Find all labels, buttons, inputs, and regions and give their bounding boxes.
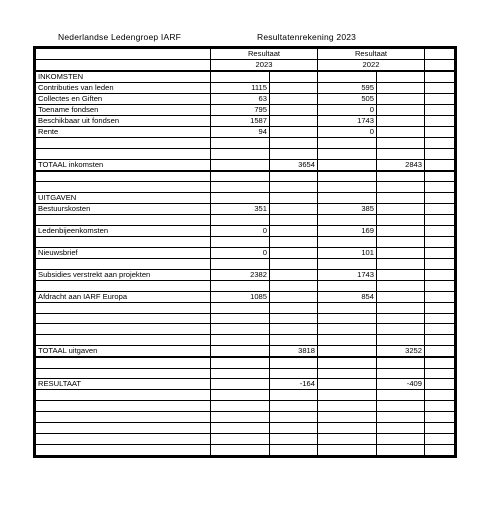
- total-2022: -409: [377, 379, 425, 390]
- value-2022: [318, 346, 377, 358]
- value-2023: [211, 71, 270, 83]
- table-row: [36, 193, 455, 204]
- value-2022: [318, 335, 377, 346]
- total-2023: [270, 302, 318, 313]
- value-2023: [211, 159, 270, 171]
- value-2022: [318, 159, 377, 171]
- total-2023: [270, 434, 318, 445]
- row-label: Beschikbaar uit fondsen: [36, 116, 211, 127]
- value-2023: 63: [211, 94, 270, 105]
- table-row: [36, 247, 455, 258]
- value-2023: 795: [211, 105, 270, 116]
- header-blank: [36, 49, 211, 60]
- table-row: [36, 368, 455, 379]
- total-2023: [270, 335, 318, 346]
- total-2023: [270, 357, 318, 368]
- value-2023: 0: [211, 247, 270, 258]
- blank-cell: [425, 346, 455, 358]
- blank-cell: [425, 71, 455, 83]
- blank-cell: [425, 138, 455, 149]
- total-2023: [270, 204, 318, 215]
- value-2023: [211, 182, 270, 193]
- blank-cell: [425, 401, 455, 412]
- row-label: [36, 401, 211, 412]
- value-2022: [318, 236, 377, 247]
- header-year-2023: 2023: [211, 60, 318, 72]
- blank-cell: [425, 291, 455, 302]
- table-row: [36, 423, 455, 434]
- value-2023: [211, 346, 270, 358]
- report-title: Resultatenrekening 2023: [257, 32, 357, 42]
- total-2023: [270, 105, 318, 116]
- value-2023: [211, 258, 270, 269]
- blank-cell: [425, 116, 455, 127]
- blank-cell: [425, 127, 455, 138]
- blank-cell: [425, 148, 455, 159]
- value-2022: 0: [318, 127, 377, 138]
- blank-cell: [425, 215, 455, 226]
- blank-cell: [425, 225, 455, 236]
- value-2022: [318, 412, 377, 423]
- value-2023: 94: [211, 127, 270, 138]
- total-2022: [377, 171, 425, 182]
- table-body: [36, 71, 455, 455]
- total-2023: [270, 225, 318, 236]
- total-2022: [377, 138, 425, 149]
- table-row: [36, 83, 455, 94]
- total-2022: [377, 434, 425, 445]
- total-2023: [270, 401, 318, 412]
- total-2022: [377, 324, 425, 335]
- blank-cell: [425, 357, 455, 368]
- row-label: [36, 236, 211, 247]
- table-row: [36, 412, 455, 423]
- value-2022: [318, 379, 377, 390]
- total-2023: [270, 412, 318, 423]
- blank-cell: [425, 105, 455, 116]
- blank-cell: [425, 434, 455, 445]
- total-2023: [270, 269, 318, 280]
- row-label: [36, 258, 211, 269]
- value-2022: 505: [318, 94, 377, 105]
- total-2022: [377, 182, 425, 193]
- value-2023: [211, 357, 270, 368]
- total-2022: [377, 94, 425, 105]
- value-2022: [318, 138, 377, 149]
- total-2022: [377, 269, 425, 280]
- table-row: [36, 182, 455, 193]
- total-2023: [270, 71, 318, 83]
- total-2022: [377, 291, 425, 302]
- blank-cell: [425, 204, 455, 215]
- value-2022: [318, 182, 377, 193]
- value-2022: [318, 280, 377, 291]
- total-2023: [270, 215, 318, 226]
- value-2023: [211, 280, 270, 291]
- table-row: [36, 215, 455, 226]
- header-blank: [425, 60, 455, 72]
- row-label: [36, 434, 211, 445]
- blank-cell: [425, 94, 455, 105]
- value-2023: [211, 215, 270, 226]
- blank-cell: [425, 171, 455, 182]
- total-2023: [270, 127, 318, 138]
- value-2022: [318, 324, 377, 335]
- header-row-1: [36, 49, 455, 60]
- result-table: [35, 48, 455, 456]
- value-2022: [318, 171, 377, 182]
- blank-cell: [425, 379, 455, 390]
- table-row: [36, 159, 455, 171]
- value-2023: [211, 444, 270, 455]
- value-2022: 1743: [318, 116, 377, 127]
- row-label: INKOMSTEN: [36, 71, 211, 83]
- row-label: [36, 423, 211, 434]
- blank-cell: [425, 302, 455, 313]
- row-label: [36, 313, 211, 324]
- total-2022: [377, 423, 425, 434]
- value-2023: 1115: [211, 83, 270, 94]
- total-2023: 3818: [270, 346, 318, 358]
- row-label: Subsidies verstrekt aan projekten: [36, 269, 211, 280]
- total-2022: [377, 390, 425, 401]
- blank-cell: [425, 390, 455, 401]
- value-2022: [318, 423, 377, 434]
- total-2022: [377, 247, 425, 258]
- blank-cell: [425, 182, 455, 193]
- table-row: [36, 127, 455, 138]
- table-row: [36, 171, 455, 182]
- total-2023: [270, 423, 318, 434]
- table-row: [36, 444, 455, 455]
- value-2023: [211, 423, 270, 434]
- value-2023: [211, 324, 270, 335]
- total-2023: [270, 313, 318, 324]
- value-2023: 1085: [211, 291, 270, 302]
- total-2023: [270, 182, 318, 193]
- total-2022: [377, 193, 425, 204]
- total-2022: [377, 148, 425, 159]
- value-2022: [318, 390, 377, 401]
- row-label: [36, 324, 211, 335]
- row-label: [36, 182, 211, 193]
- table-row: [36, 105, 455, 116]
- table-row: [36, 324, 455, 335]
- table-row: [36, 258, 455, 269]
- value-2022: [318, 71, 377, 83]
- row-label: [36, 412, 211, 423]
- value-2023: [211, 193, 270, 204]
- header-row-2: [36, 60, 455, 72]
- total-2023: [270, 280, 318, 291]
- total-2022: [377, 215, 425, 226]
- value-2022: [318, 357, 377, 368]
- row-label: UITGAVEN: [36, 193, 211, 204]
- total-2022: [377, 401, 425, 412]
- value-2022: [318, 215, 377, 226]
- row-label: [36, 335, 211, 346]
- value-2022: 854: [318, 291, 377, 302]
- row-label: Toename fondsen: [36, 105, 211, 116]
- value-2023: [211, 434, 270, 445]
- table-row: [36, 291, 455, 302]
- table-row: [36, 225, 455, 236]
- row-label: [36, 215, 211, 226]
- total-2023: [270, 258, 318, 269]
- total-2022: [377, 302, 425, 313]
- blank-cell: [425, 335, 455, 346]
- total-2023: [270, 148, 318, 159]
- row-label: RESULTAAT: [36, 379, 211, 390]
- value-2023: [211, 302, 270, 313]
- total-2022: [377, 236, 425, 247]
- total-2022: [377, 127, 425, 138]
- value-2022: 101: [318, 247, 377, 258]
- organisation-name: Nederlandse Ledengroep IARF: [58, 32, 182, 42]
- total-2023: [270, 193, 318, 204]
- blank-cell: [425, 444, 455, 455]
- value-2022: [318, 444, 377, 455]
- total-2022: [377, 204, 425, 215]
- total-2023: [270, 83, 318, 94]
- table-row: [36, 236, 455, 247]
- total-2022: [377, 225, 425, 236]
- total-2022: 3252: [377, 346, 425, 358]
- table-row: [36, 116, 455, 127]
- row-label: Afdracht aan IARF Europa: [36, 291, 211, 302]
- table-row: [36, 302, 455, 313]
- value-2023: [211, 401, 270, 412]
- value-2023: [211, 368, 270, 379]
- table-row: [36, 335, 455, 346]
- value-2023: [211, 138, 270, 149]
- row-label: [36, 138, 211, 149]
- row-label: [36, 302, 211, 313]
- total-2022: [377, 313, 425, 324]
- table-row: [36, 94, 455, 105]
- value-2022: 595: [318, 83, 377, 94]
- table-row: [36, 346, 455, 358]
- row-label: [36, 390, 211, 401]
- total-2023: [270, 94, 318, 105]
- total-2022: [377, 116, 425, 127]
- total-2023: [270, 247, 318, 258]
- blank-cell: [425, 412, 455, 423]
- table-row: [36, 379, 455, 390]
- table-row: [36, 390, 455, 401]
- value-2022: [318, 434, 377, 445]
- table-row: [36, 138, 455, 149]
- total-2023: [270, 236, 318, 247]
- row-label: TOTAAL inkomsten: [36, 159, 211, 171]
- table-row: [36, 71, 455, 83]
- total-2022: [377, 368, 425, 379]
- total-2022: [377, 83, 425, 94]
- header-resultaat-2023: Resultaat: [211, 49, 318, 60]
- row-label: [36, 368, 211, 379]
- value-2023: 2382: [211, 269, 270, 280]
- total-2022: [377, 105, 425, 116]
- row-label: Rente: [36, 127, 211, 138]
- blank-cell: [425, 159, 455, 171]
- value-2022: 0: [318, 105, 377, 116]
- table-row: [36, 148, 455, 159]
- value-2022: 169: [318, 225, 377, 236]
- value-2023: [211, 313, 270, 324]
- table-row: [36, 434, 455, 445]
- blank-cell: [425, 313, 455, 324]
- table-row: [36, 269, 455, 280]
- total-2022: [377, 357, 425, 368]
- table-row: [36, 401, 455, 412]
- value-2023: [211, 379, 270, 390]
- row-label: [36, 148, 211, 159]
- total-2022: 2843: [377, 159, 425, 171]
- total-2022: [377, 258, 425, 269]
- row-label: Collectes en Giften: [36, 94, 211, 105]
- total-2023: [270, 138, 318, 149]
- header-resultaat-2022: Resultaat: [318, 49, 425, 60]
- total-2022: [377, 335, 425, 346]
- row-label: Ledenbijeenkomsten: [36, 225, 211, 236]
- value-2023: [211, 390, 270, 401]
- value-2022: [318, 313, 377, 324]
- value-2023: [211, 171, 270, 182]
- total-2022: [377, 280, 425, 291]
- blank-cell: [425, 423, 455, 434]
- header-blank: [425, 49, 455, 60]
- row-label: [36, 444, 211, 455]
- row-label: [36, 357, 211, 368]
- value-2022: 385: [318, 204, 377, 215]
- total-2023: -164: [270, 379, 318, 390]
- blank-cell: [425, 269, 455, 280]
- value-2022: [318, 368, 377, 379]
- total-2023: [270, 324, 318, 335]
- value-2022: 1743: [318, 269, 377, 280]
- total-2022: [377, 444, 425, 455]
- total-2023: [270, 444, 318, 455]
- value-2023: 0: [211, 225, 270, 236]
- blank-cell: [425, 247, 455, 258]
- table-row: [36, 357, 455, 368]
- table-row: [36, 204, 455, 215]
- value-2022: [318, 401, 377, 412]
- blank-cell: [425, 83, 455, 94]
- row-label: Bestuurskosten: [36, 204, 211, 215]
- total-2023: [270, 171, 318, 182]
- value-2023: 351: [211, 204, 270, 215]
- value-2022: [318, 148, 377, 159]
- value-2023: [211, 236, 270, 247]
- total-2023: [270, 116, 318, 127]
- row-label: Nieuwsbrief: [36, 247, 211, 258]
- blank-cell: [425, 193, 455, 204]
- row-label: Contributies van leden: [36, 83, 211, 94]
- blank-cell: [425, 368, 455, 379]
- row-label: [36, 280, 211, 291]
- value-2022: [318, 193, 377, 204]
- table-row: [36, 280, 455, 291]
- total-2023: [270, 291, 318, 302]
- total-2023: 3654: [270, 159, 318, 171]
- value-2022: [318, 258, 377, 269]
- table-row: [36, 313, 455, 324]
- header-blank: [36, 60, 211, 72]
- total-2022: [377, 71, 425, 83]
- total-2022: [377, 412, 425, 423]
- value-2022: [318, 302, 377, 313]
- blank-cell: [425, 324, 455, 335]
- value-2023: [211, 412, 270, 423]
- header-year-2022: 2022: [318, 60, 425, 72]
- total-2023: [270, 368, 318, 379]
- blank-cell: [425, 280, 455, 291]
- blank-cell: [425, 236, 455, 247]
- row-label: [36, 171, 211, 182]
- total-2023: [270, 390, 318, 401]
- row-label: TOTAAL uitgaven: [36, 346, 211, 358]
- value-2023: 1587: [211, 116, 270, 127]
- value-2023: [211, 335, 270, 346]
- blank-cell: [425, 258, 455, 269]
- value-2023: [211, 148, 270, 159]
